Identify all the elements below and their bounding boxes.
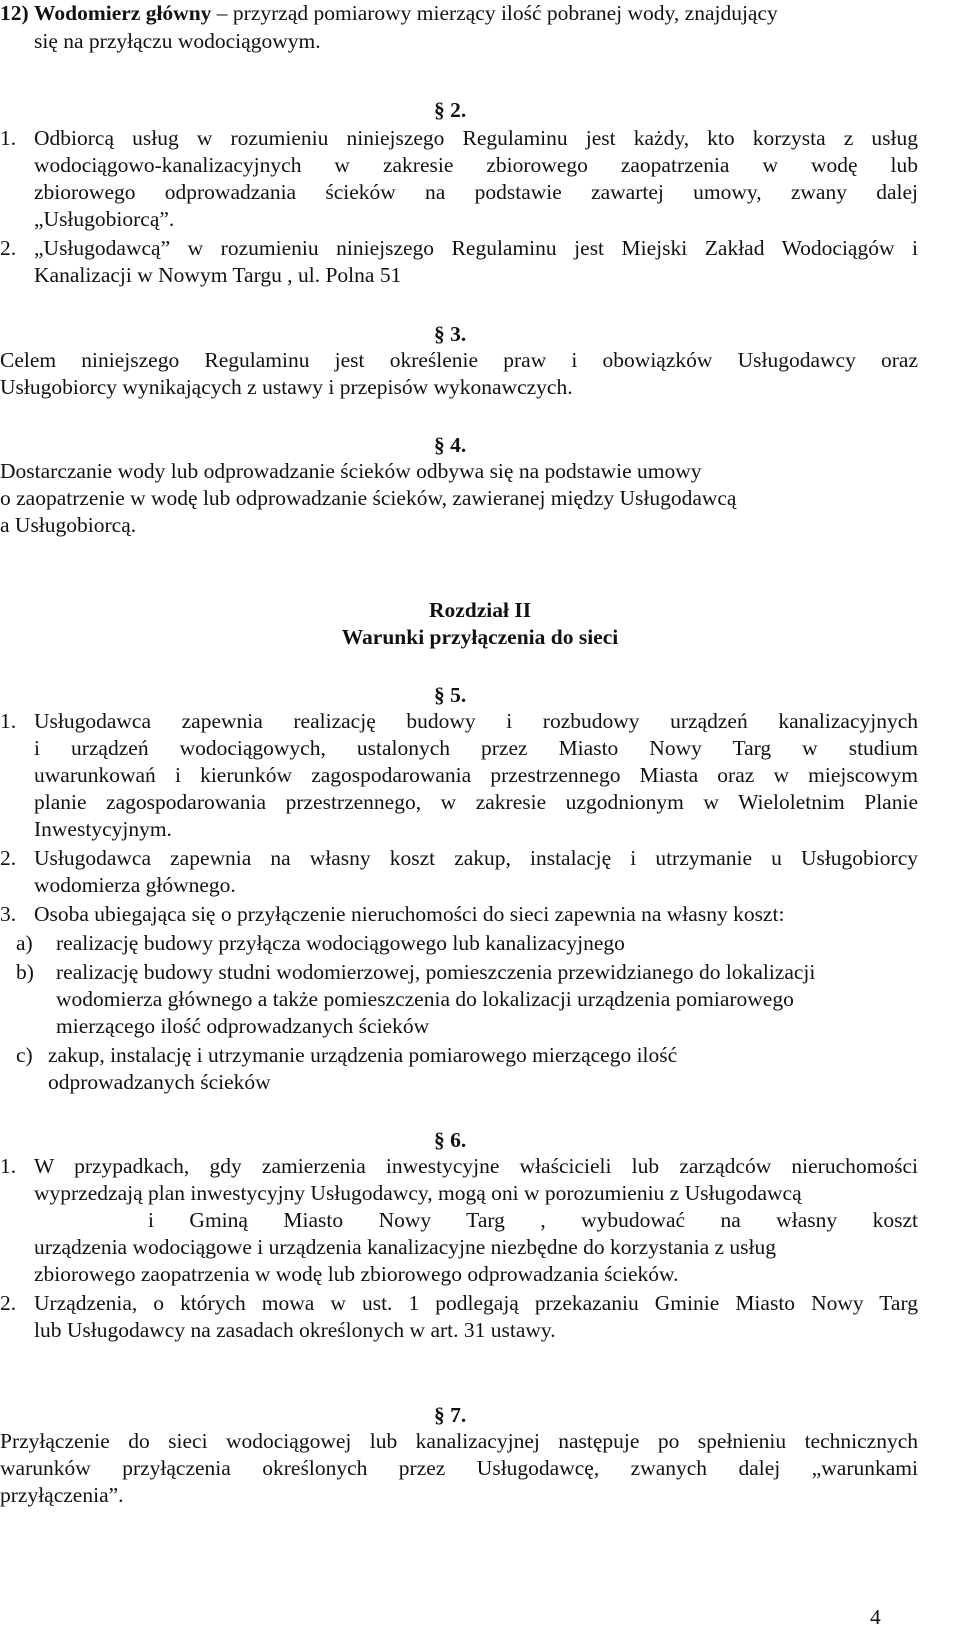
section-4-heading: § 4. — [434, 433, 467, 457]
section-7-line3: przyłączenia”. — [0, 1483, 124, 1507]
section-3-line2: Usługobiorcy wynikających z ustawy i przepisów wykonawczych. — [0, 375, 573, 399]
section-6-item2-line2: lub Usługodawcy na zasadach określonych w art. 31 ustawy. — [34, 1318, 556, 1342]
section-5-subitem-b-letter: b) — [16, 960, 34, 984]
section-6-item1-line3: i Gminą Miasto Nowy Targ , wybudować na własny koszt — [148, 1208, 918, 1232]
section-5-subitem-a-line1: realizację budowy przyłącza wodociągowego lub kanalizacyjnego — [56, 931, 625, 955]
section-5-subitem-c-line1: zakup, instalację i utrzymanie urządzenia pomiarowego mierzącego ilość — [48, 1043, 678, 1067]
definition-text: – przyrząd pomiarowy mierzący ilość pobranej wody, znajdujący — [211, 1, 778, 25]
section-2-item2-number: 2. — [0, 236, 17, 260]
section-5-heading: § 5. — [434, 683, 467, 707]
section-5-subitem-b-line2: wodomierza głównego a także pomieszczenia do lokalizacji urządzenia pomiarowego — [56, 987, 794, 1011]
section-5-item2-line1: Usługodawca zapewnia na własny koszt zakup, instalację i utrzymanie u Usługobiorcy — [34, 846, 918, 870]
section-6-item1-line2: wyprzedzają plan inwestycyjny Usługodawcy, mogą oni w porozumieniu z Usługodawcą — [34, 1181, 802, 1205]
chapter-title: Rozdział II — [428, 598, 532, 622]
section-2-item1-line1: Odbiorcą usług w rozumieniu niniejszego Regulaminu jest każdy, kto korzysta z usług — [34, 126, 918, 150]
section-6-item1-line1: W przypadkach, gdy zamierzenia inwestycyjne właścicieli lub zarządców nieruchomości — [34, 1154, 918, 1178]
section-5-subitem-b-line1: realizację budowy studni wodomierzowej, pomieszczenia przewidzianego do lokalizacji — [56, 960, 816, 984]
section-5-subitem-c-line2: odprowadzanych ścieków — [48, 1070, 271, 1094]
definition-term: Wodomierz główny — [34, 1, 212, 25]
section-5-item1-line5: Inwestycyjnym. — [34, 817, 172, 841]
section-5-item3-line1: Osoba ubiegająca się o przyłączenie nieruchomości do sieci zapewnia na własny koszt: — [34, 902, 785, 926]
page-number: 4 — [870, 1605, 881, 1629]
section-5-item1-line4: planie zagospodarowania przestrzennego, w zakresie uzgodnionym w Wieloletnim Planie — [34, 790, 918, 814]
section-5-item1-line3: uwarunkowań i kierunków zagospodarowania przestrzennego Miasta oraz w miejscowym — [34, 763, 918, 787]
definition-12-line2: się na przyłączu wodociągowym. — [34, 29, 321, 53]
section-6-item2-number: 2. — [0, 1291, 17, 1315]
section-6-item1-number: 1. — [0, 1154, 17, 1178]
chapter-subtitle: Warunki przyłączenia do sieci — [341, 625, 619, 649]
section-5-item2-number: 2. — [0, 846, 17, 870]
section-2-item2-line1: „Usługodawcą” w rozumieniu niniejszego Regulaminu jest Miejski Zakład Wodociągów i — [34, 236, 918, 260]
section-5-item1-number: 1. — [0, 709, 17, 733]
section-2-item1-number: 1. — [0, 126, 17, 150]
section-2-item1-line4: „Usługobiorcą”. — [34, 207, 175, 231]
section-6-item1-line5: zbiorowego zaopatrzenia w wodę lub zbiorowego odprowadzania ścieków. — [34, 1262, 679, 1286]
section-6-item2-line1: Urządzenia, o których mowa w ust. 1 podlegają przekazaniu Gminie Miasto Nowy Targ — [34, 1291, 918, 1315]
section-5-item1-line2: i urządzeń wodociągowych, ustalonych przez Miasto Nowy Targ w studium — [34, 736, 918, 760]
section-5-item3-number: 3. — [0, 902, 17, 926]
section-5-item1-line1: Usługodawca zapewnia realizację budowy i rozbudowy urządzeń kanalizacyjnych — [34, 709, 918, 733]
section-7-line1: Przyłączenie do sieci wodociągowej lub kanalizacyjnej następuje po spełnieniu technicznych — [0, 1429, 918, 1453]
section-6-item1-line4: urządzenia wodociągowe i urządzenia kanalizacyjne niezbędne do korzystania z usług — [34, 1235, 777, 1259]
section-3-heading: § 3. — [434, 322, 467, 346]
section-2-item2-line2: Kanalizacji w Nowym Targu , ul. Polna 51 — [34, 263, 402, 287]
section-5-item2-line2: wodomierza głównego. — [34, 873, 236, 897]
section-3-line1: Celem niniejszego Regulaminu jest określenie praw i obowiązków Usługodawcy oraz — [0, 348, 918, 372]
section-7-line2: warunków przyłączenia określonych przez Usługodawcę, zwanych dalej „warunkami — [0, 1456, 918, 1480]
section-2-heading: § 2. — [434, 98, 467, 122]
section-4-line3: a Usługobiorcą. — [0, 513, 137, 537]
section-6-heading: § 6. — [434, 1128, 467, 1152]
definition-number: 12) — [0, 1, 29, 25]
section-2-item1-line2: wodociągowo-kanalizacyjnych w zakresie zbiorowego zaopatrzenia w wodę lub — [34, 153, 918, 177]
section-5-subitem-a-letter: a) — [16, 931, 33, 955]
section-5-subitem-b-line3: mierzącego ilość odprowadzanych ścieków — [56, 1014, 430, 1038]
section-7-heading: § 7. — [434, 1403, 467, 1427]
section-4-line1: Dostarczanie wody lub odprowadzanie ścieków odbywa się na podstawie umowy — [0, 459, 702, 483]
definition-12-line1 — [0, 0, 778, 27]
section-4-line2: o zaopatrzenie w wodę lub odprowadzanie ścieków, zawieranej między Usługodawcą — [0, 486, 737, 510]
section-5-subitem-c-letter: c) — [16, 1043, 33, 1067]
section-2-item1-line3: zbiorowego odprowadzania ścieków na podstawie zawartej umowy, zwany dalej — [34, 180, 918, 204]
